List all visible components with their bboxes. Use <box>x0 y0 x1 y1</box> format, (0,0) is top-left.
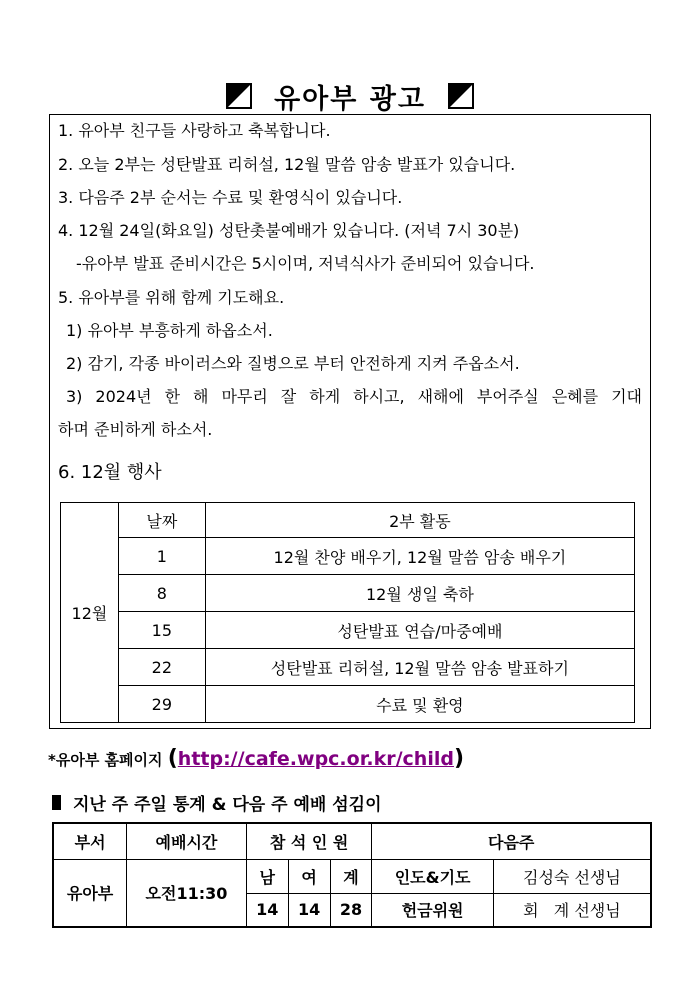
female-label: 여 <box>288 859 330 893</box>
total-label: 계 <box>330 859 372 893</box>
prayer-item-3-cont: 하며 준비하게 하소서. <box>58 420 213 439</box>
stats-header-row <box>53 823 651 859</box>
event-activity: 수료 및 환영 <box>205 686 634 723</box>
table-row <box>61 575 635 612</box>
event-date: 15 <box>118 612 205 649</box>
attendance-header: 참 석 인 원 <box>246 823 372 859</box>
event-activity: 성탄발표 리허설, 12월 말씀 암송 발표하기 <box>205 649 634 686</box>
table-row <box>61 538 635 575</box>
stats-heading <box>52 790 382 815</box>
event-activity: 성탄발표 연습/마중예배 <box>205 612 634 649</box>
prayer-item-3: 3) 2024년 한 해 마무리 잘 하게 하시고, 새해에 부어주실 은혜를 기대 <box>66 387 642 406</box>
events-table <box>60 502 635 723</box>
paren-open: ( <box>167 746 178 771</box>
stats-row-1 <box>53 859 651 893</box>
dept-header: 부서 <box>53 823 127 859</box>
total-count: 28 <box>330 893 372 927</box>
half-square-right-icon <box>448 83 474 109</box>
event-date: 29 <box>118 686 205 723</box>
homepage-line <box>48 745 464 774</box>
role-offering: 헌금위원 <box>372 893 493 927</box>
notice-item-1: 1. 유아부 친구들 사랑하고 축복합니다. <box>58 121 331 140</box>
bullet-square-icon <box>52 795 61 810</box>
title-text: 유아부 광고 <box>274 83 426 115</box>
homepage-label: *유아부 홈페이지 <box>48 751 163 769</box>
male-count: 14 <box>246 893 288 927</box>
table-row <box>61 686 635 723</box>
paren-close: ) <box>453 746 465 771</box>
dept-cell: 유아부 <box>53 859 127 927</box>
role-leader-prayer: 인도&기도 <box>372 859 493 893</box>
stats-table <box>52 822 652 928</box>
notice-item-3: 3. 다음주 2부 순서는 수료 및 환영식이 있습니다. <box>58 188 403 207</box>
activity-header: 2부 활동 <box>205 503 634 538</box>
table-row <box>61 649 635 686</box>
stats-heading-text: 지난 주 주일 통계 & 다음 주 예배 섬김이 <box>73 795 382 815</box>
month-cell: 12월 <box>61 503 119 723</box>
notice-item-4: 4. 12월 24일(화요일) 성탄촛불예배가 있습니다. (저녁 7시 30분) <box>58 221 520 240</box>
person-offering: 회 계 선생님 <box>493 893 651 927</box>
notice-box <box>49 114 651 729</box>
event-activity: 12월 생일 축하 <box>205 575 634 612</box>
prayer-item-2: 2) 감기, 각종 바이러스와 질병으로 부터 안전하게 지켜 주옵소서. <box>66 354 520 373</box>
female-count: 14 <box>288 893 330 927</box>
time-header: 예배시간 <box>127 823 247 859</box>
event-date: 1 <box>118 538 205 575</box>
table-row <box>61 612 635 649</box>
next-week-header: 다음주 <box>372 823 651 859</box>
event-date: 8 <box>118 575 205 612</box>
half-square-left-icon <box>226 83 252 109</box>
event-date: 22 <box>118 649 205 686</box>
notice-item-4-sub: -유아부 발표 준비시간은 5시이며, 저녁식사가 준비되어 있습니다. <box>76 254 535 273</box>
time-cell: 오전11:30 <box>127 859 247 927</box>
date-header: 날짜 <box>118 503 205 538</box>
notice-item-2: 2. 오늘 2부는 성탄발표 리허설, 12월 말씀 암송 발표가 있습니다. <box>58 155 516 174</box>
page-title <box>0 76 700 116</box>
person-leader-prayer: 김성숙 선생님 <box>493 859 651 893</box>
events-header-row <box>61 503 635 538</box>
section6-heading: 6. 12월 행사 <box>58 462 162 483</box>
event-activity: 12월 찬양 배우기, 12월 말씀 암송 배우기 <box>205 538 634 575</box>
homepage-link[interactable]: http://cafe.wpc.or.kr/child <box>177 748 454 770</box>
male-label: 남 <box>246 859 288 893</box>
notice-item-5: 5. 유아부를 위해 함께 기도해요. <box>58 288 285 307</box>
prayer-item-1: 1) 유아부 부흥하게 하옵소서. <box>66 321 273 340</box>
